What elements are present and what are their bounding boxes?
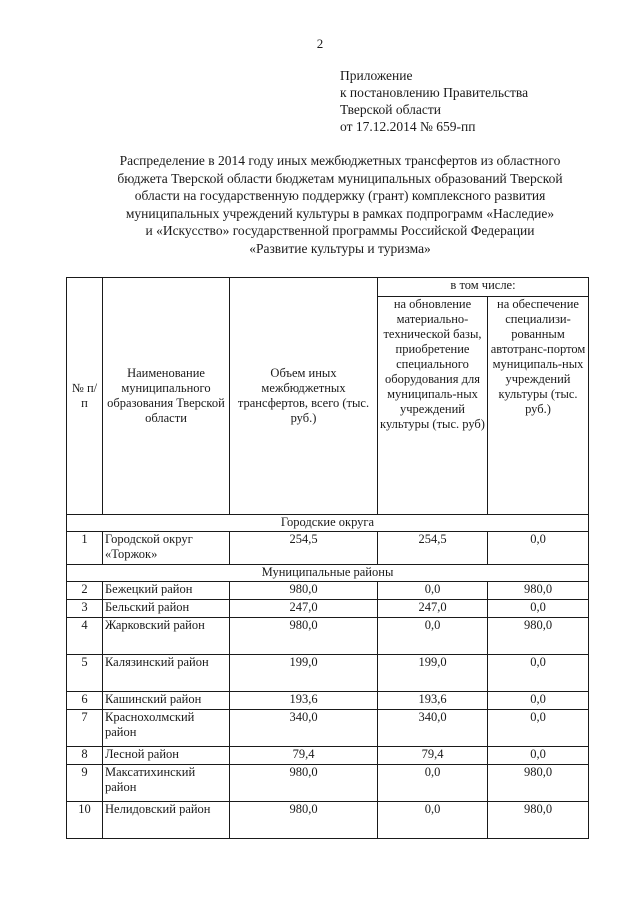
row-material: 254,5 — [378, 532, 488, 565]
row-name: Краснохолмский район — [103, 710, 230, 747]
row-number: 9 — [67, 765, 103, 802]
row-name: Городской округ «Торжок» — [103, 532, 230, 565]
row-material: 340,0 — [378, 710, 488, 747]
row-material: 247,0 — [378, 600, 488, 618]
section-row-urban — [67, 515, 589, 532]
table-row — [67, 655, 589, 692]
section-label: Городские округа — [67, 515, 589, 532]
row-total: 980,0 — [230, 618, 378, 655]
row-number: 7 — [67, 710, 103, 747]
row-auto: 0,0 — [488, 600, 589, 618]
row-number: 3 — [67, 600, 103, 618]
header-name: Наименование муниципального образования Тверской области — [103, 278, 230, 515]
title-line: Распределение в 2014 году иных межбюджетных трансфертов из областного — [119, 153, 561, 168]
row-number: 5 — [67, 655, 103, 692]
title-line: и «Искусство» государственной программы Российской Федерации — [145, 223, 535, 239]
table-row — [67, 582, 589, 600]
title-line: муниципальных учреждений культуры в рамках подпрограмм «Наследие» — [125, 205, 555, 221]
row-auto: 0,0 — [488, 655, 589, 692]
row-material: 199,0 — [378, 655, 488, 692]
table-row — [67, 692, 589, 710]
row-total: 980,0 — [230, 802, 378, 839]
appendix-line: к постановлению Правительства — [340, 85, 529, 100]
row-material: 193,6 — [378, 692, 488, 710]
table-row — [67, 802, 589, 839]
page-number: 2 — [316, 36, 324, 51]
row-material: 79,4 — [378, 747, 488, 765]
header-including: в том числе: — [378, 278, 589, 297]
section-label: Муниципальные районы — [67, 565, 589, 582]
row-number: 6 — [67, 692, 103, 710]
row-auto: 0,0 — [488, 692, 589, 710]
document-title — [60, 152, 620, 258]
table-row — [67, 747, 589, 765]
row-name: Кашинский район — [103, 692, 230, 710]
row-name: Лесной район — [103, 747, 230, 765]
row-total: 193,6 — [230, 692, 378, 710]
title-line: «Развитие культуры и туризма» — [249, 240, 431, 256]
row-material: 0,0 — [378, 618, 488, 655]
appendix-line: Тверской области — [340, 102, 441, 117]
table-row — [67, 765, 589, 802]
row-auto: 0,0 — [488, 710, 589, 747]
row-name: Жарковский район — [103, 618, 230, 655]
row-total: 79,4 — [230, 747, 378, 765]
row-number: 10 — [67, 802, 103, 839]
row-total: 340,0 — [230, 710, 378, 747]
table-row — [67, 600, 589, 618]
row-material: 0,0 — [378, 765, 488, 802]
row-auto: 980,0 — [488, 582, 589, 600]
row-auto: 980,0 — [488, 618, 589, 655]
header-material: на обновление материально-технической базы, приобретение специального оборудования для муниципаль-ных учреждений культуры (тыс. руб) — [378, 297, 488, 515]
row-auto: 980,0 — [488, 765, 589, 802]
row-name: Максатихинский район — [103, 765, 230, 802]
title-line: бюджета Тверской области бюджетам муниципальных образований Тверской — [117, 170, 563, 186]
row-total: 980,0 — [230, 582, 378, 600]
table-row — [67, 532, 589, 565]
section-row-districts — [67, 565, 589, 582]
row-total: 254,5 — [230, 532, 378, 565]
header-auto: на обеспечение специализи-рованным автотранс-портом муниципаль-ных учреждений культуры (тыс. руб.) — [488, 297, 589, 515]
row-auto: 0,0 — [488, 747, 589, 765]
row-auto: 0,0 — [488, 532, 589, 565]
row-total: 980,0 — [230, 765, 378, 802]
header-number: № п/п — [67, 278, 103, 515]
title-line: области на государственную поддержку (грант) комплексного развития — [134, 188, 546, 204]
appendix-line: Приложение — [340, 68, 413, 83]
row-total: 247,0 — [230, 600, 378, 618]
table-row — [67, 710, 589, 747]
row-material: 0,0 — [378, 802, 488, 839]
appendix-line: от 17.12.2014 № 659-пп — [340, 119, 476, 134]
row-number: 2 — [67, 582, 103, 600]
distribution-table — [66, 277, 589, 839]
row-total: 199,0 — [230, 655, 378, 692]
row-number: 4 — [67, 618, 103, 655]
row-name: Бежецкий район — [103, 582, 230, 600]
row-number: 8 — [67, 747, 103, 765]
row-name: Бельский район — [103, 600, 230, 618]
row-number: 1 — [67, 532, 103, 565]
row-name: Калязинский район — [103, 655, 230, 692]
header-total: Объем иных межбюджетных трансфертов, всего (тыс. руб.) — [230, 278, 378, 515]
appendix-block — [340, 67, 528, 135]
row-name: Нелидовский район — [103, 802, 230, 839]
row-material: 0,0 — [378, 582, 488, 600]
row-auto: 980,0 — [488, 802, 589, 839]
table-row — [67, 618, 589, 655]
